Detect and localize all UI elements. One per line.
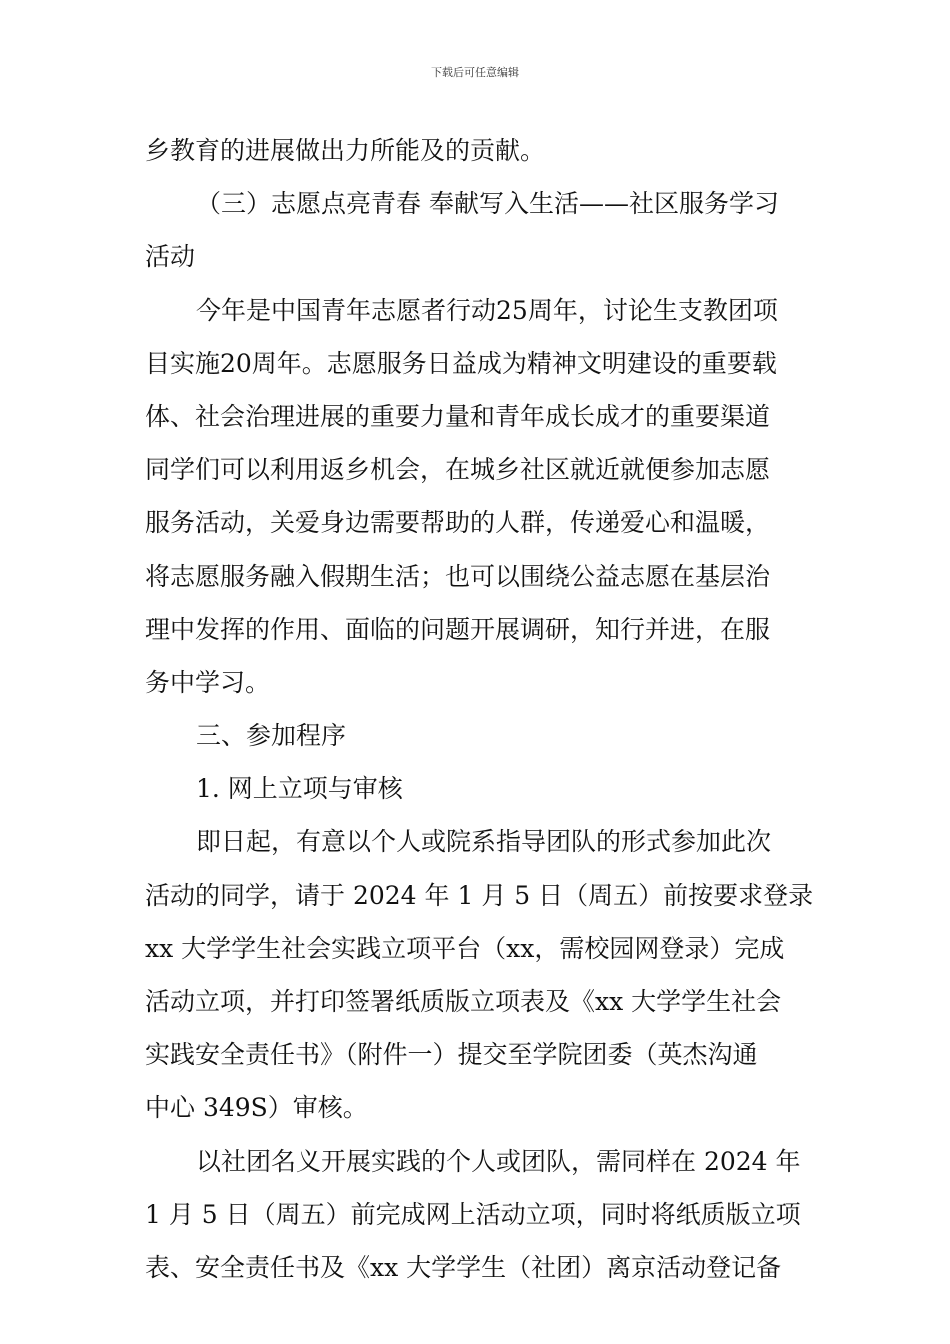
- text-line: 务中学习。: [145, 667, 271, 697]
- text-line: 服务活动，关爱身边需要帮助的人群，传递爱心和温暖，: [145, 508, 771, 538]
- text-line: 乡教育的进展做出力所能及的贡献。: [145, 136, 546, 165]
- text-line: 实践安全责任书》（附件一）提交至学院团委（英杰沟通: [145, 1040, 758, 1070]
- paragraph-start: 即日起，有意以个人或院系指导团队的形式参加此次: [196, 827, 772, 857]
- section-heading: （三）志愿点亮青春 奉献写入生活——社区服务学习: [196, 189, 779, 219]
- text-line: 1 月 5 日（周五）前完成网上活动立项，同时将纸质版立项: [145, 1199, 801, 1229]
- text-line: 目实施20周年。志愿服务日益成为精神文明建设的重要载: [145, 348, 777, 378]
- text-line: 表、安全责任书及《xx 大学学生（社团）离京活动登记备: [145, 1252, 782, 1282]
- text-line: 同学们可以利用返乡机会，在城乡社区就近就便参加志愿: [145, 455, 771, 485]
- section-heading: 三、参加程序: [196, 721, 347, 751]
- text-line: 中心 349S）审核。: [145, 1093, 368, 1123]
- text-line: 活动立项，并打印签署纸质版立项表及《xx 大学学生社会: [145, 987, 782, 1016]
- paragraph-start: 以社团名义开展实践的个人或团队，需同样在 2024 年: [196, 1146, 801, 1176]
- text-line: 活动的同学，请于 2024 年 1 月 5 日（周五）前按要求登录: [145, 880, 814, 910]
- text-line: 将志愿服务融入假期生活；也可以围绕公益志愿在基层治: [145, 561, 771, 591]
- page-header-note: 下载后可任意编辑: [431, 66, 519, 79]
- paragraph-start: 今年是中国青年志愿者行动25周年，讨论生支教团项: [196, 295, 778, 325]
- subsection-heading: 1. 网上立项与审核: [196, 774, 403, 804]
- document-body: [145, 124, 814, 1294]
- text-line: 活动: [145, 242, 196, 272]
- text-line: xx 大学学生社会实践立项平台（xx，需校园网登录）完成: [145, 933, 785, 963]
- text-line: 理中发挥的作用、面临的问题开展调研，知行并进，在服: [145, 614, 771, 644]
- text-line: 体、社会治理进展的重要力量和青年成长成才的重要渠道: [145, 401, 771, 431]
